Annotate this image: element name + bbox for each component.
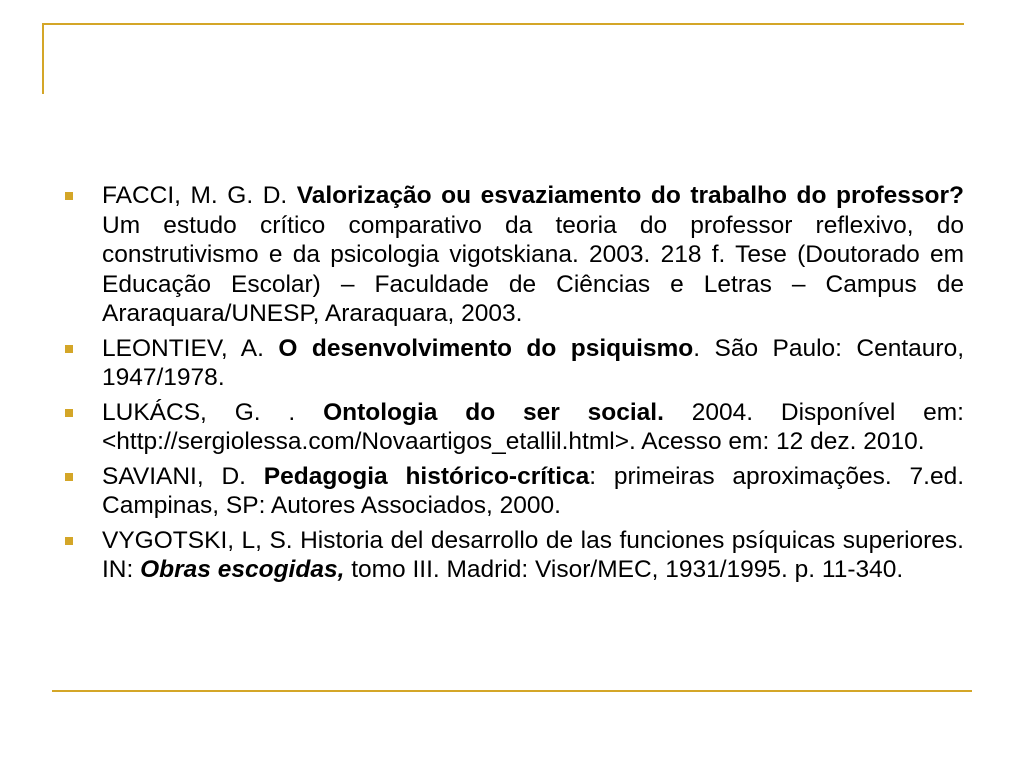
reference-title: Obras escogidas, (140, 556, 345, 583)
bottom-border-line (52, 690, 972, 692)
reference-details: : primeiras aproximações. 7.ed. Campinas, SP: Autores Associados, 2000. (102, 462, 964, 519)
square-bullet-icon (65, 345, 73, 353)
reference-details: 2004. Disponível em: <http://sergiolessa.com/Novaartigos_etallil.html>. Acesso em: 12 dez. 2010. (102, 398, 964, 455)
reference-authors: SAVIANI, D. (102, 462, 264, 490)
reference-details: Um estudo crítico comparativo da teoria do professor reflexivo, do construtivismo e da psicologia vigotskiana. 2003. 218 f. Tese (Doutorado em Educação Escolar) – Faculdade de Ciências e Letras – Campus de Araraquara/UNESP, Araraquara, 2003. (102, 211, 964, 327)
reference-title: Valorização ou esvaziamento do trabalho do professor? (296, 182, 964, 209)
reference-title: Ontologia do ser social. (323, 398, 664, 426)
reference-details: tomo III. Madrid: Visor/MEC, 1931/1995. p. 11-340. (344, 556, 904, 583)
reference-item-vygotski (62, 526, 964, 585)
reference-details: . São Paulo: Centauro, 1947/1978. (102, 334, 965, 391)
reference-item-lukacs (62, 398, 964, 457)
top-border-line (42, 23, 964, 25)
reference-authors: LEONTIEV, A. (102, 334, 279, 362)
reference-item-facci (62, 181, 964, 329)
reference-list (62, 181, 964, 590)
square-bullet-icon (65, 409, 73, 417)
square-bullet-icon (65, 537, 73, 545)
reference-authors: FACCI, M. G. D. (102, 182, 297, 209)
reference-item-saviani (62, 462, 964, 521)
reference-title: Pedagogia histórico-crítica (263, 462, 590, 490)
reference-title: O desenvolvimento do psiquismo (278, 334, 694, 362)
square-bullet-icon (65, 192, 73, 200)
square-bullet-icon (65, 473, 73, 481)
reference-authors: LUKÁCS, G. . (102, 398, 324, 426)
reference-authors: VYGOTSKI, L, S. Historia del desarrollo de las funciones psíquicas superiores. IN: (102, 526, 964, 583)
left-border-line (42, 23, 44, 94)
reference-item-leontiev (62, 334, 964, 393)
